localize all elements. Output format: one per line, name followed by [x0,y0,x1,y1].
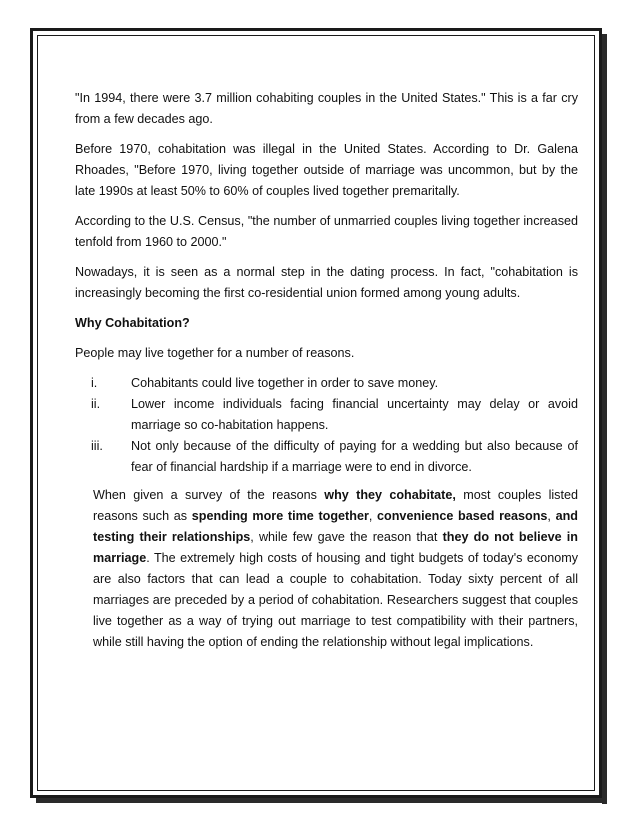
list-item-text: Lower income individuals facing financial uncertainty may delay or avoid marriage so co-habitation happens. [131,397,578,432]
summary-text: . The extremely high costs of housing and tight budgets of today's economy are also factors that can lead a couple to cohabitation. Today sixty percent of all marriages are preceded by a period of cohabitation. Researchers suggest that couples live together as a way of trying out marriage to test compatibility with their partners, while still having the option of ending the relationship without legal implications. [93,551,578,649]
page-border-shadow-right [602,34,607,804]
summary-text: , [368,509,378,523]
summary-text: , while few gave the reason that [250,530,443,544]
list-item-text: Cohabitants could live together in order to save money. [131,376,439,390]
list-item-number: ii. [91,397,101,411]
list-item-number: i. [91,376,98,390]
list-item [91,436,578,478]
document-body [75,88,578,662]
summary-bold: convenience based reasons [377,509,548,523]
section-heading: Why Cohabitation? [75,316,190,330]
summary-paragraph [75,485,578,653]
summary-text: When given a survey of the reasons [93,488,325,502]
summary-text: , [547,509,556,523]
summary-bold: spending more time together [191,509,369,523]
paragraph-1: "In 1994, there were 3.7 million cohabiting couples in the United States." This is a far cry from a few decades ago. [75,91,578,126]
intro-paragraph: People may live together for a number of reasons. [75,346,355,360]
paragraph-4: Nowadays, it is seen as a normal step in the dating process. In fact, "cohabitation is increasingly becoming the first co-residential union formed among young adults. [75,265,578,300]
summary-text: most couples listed reasons such as [93,488,578,523]
list-item-number: iii. [91,439,103,453]
list-item [91,394,578,436]
paragraph-3: According to the U.S. Census, "the number of unmarried couples living together increased tenfold from 1960 to 2000." [75,214,578,249]
list-item-text: Not only because of the difficulty of paying for a wedding but also because of fear of financial hardship if a marriage were to end in divorce. [131,439,578,474]
paragraph-2: Before 1970, cohabitation was illegal in the United States. According to Dr. Galena Rhoades, "Before 1970, living together outside of marriage was uncommon, but by the late 1990s at least 50% to 60% of couples lived together premaritally. [75,142,578,198]
list-item [91,373,578,394]
summary-bold: they do not believe in marriage [93,530,578,565]
summary-bold: and testing their relationships [93,509,578,544]
reasons-list [75,373,578,478]
summary-bold: why they cohabitate, [324,488,456,502]
page-border-shadow-bottom [36,798,607,803]
